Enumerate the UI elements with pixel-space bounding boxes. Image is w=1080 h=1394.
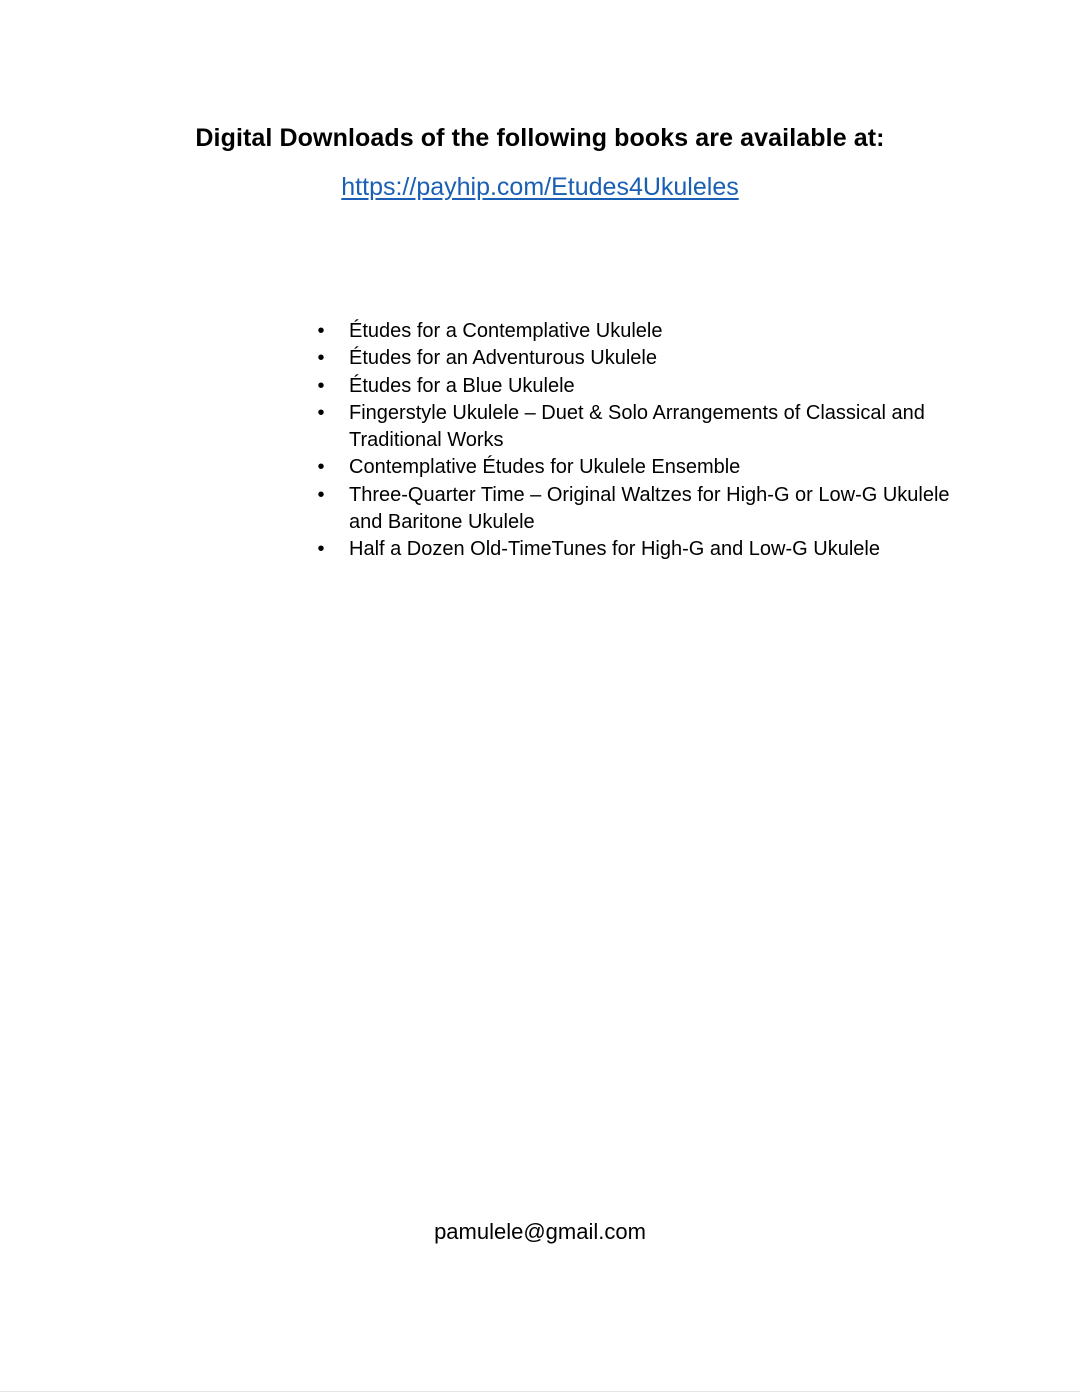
list-item [314,400,954,455]
list-item [314,318,954,345]
bullet-icon: • [317,483,325,506]
book-title: Études for a Blue Ukulele [349,374,575,397]
page-heading: Digital Downloads of the following books are available at: [195,124,885,152]
book-title: Fingerstyle Ukulele – Duet & Solo Arrangements of Classical and Traditional Works [349,401,925,452]
list-item [314,373,954,400]
bullet-icon: • [317,456,325,479]
book-title: Three-Quarter Time – Original Waltzes for High-G or Low-G Ukulele and Baritone Ukulele [349,483,950,534]
link-container [0,170,1080,204]
list-item [314,536,954,563]
book-list [314,318,954,564]
book-title: Contemplative Études for Ukulele Ensemble [349,456,741,479]
book-title: Études for a Contemplative Ukulele [349,320,663,342]
bullet-icon: • [317,538,325,561]
contact-email: pamulele@gmail.com [434,1219,646,1244]
list-item [314,454,954,481]
list-item [314,482,954,537]
book-title: Études for an Adventurous Ukulele [349,347,657,370]
bullet-icon: • [317,320,325,342]
page-bottom-divider [0,1391,1080,1392]
book-title: Half a Dozen Old-TimeTunes for High-G and Low-G Ukulele [349,538,880,561]
bullet-icon: • [317,374,325,397]
bullet-icon: • [317,347,325,370]
payhip-link[interactable]: https://payhip.com/Etudes4Ukuleles [341,173,739,201]
bullet-icon: • [317,401,325,424]
list-item [314,345,954,372]
